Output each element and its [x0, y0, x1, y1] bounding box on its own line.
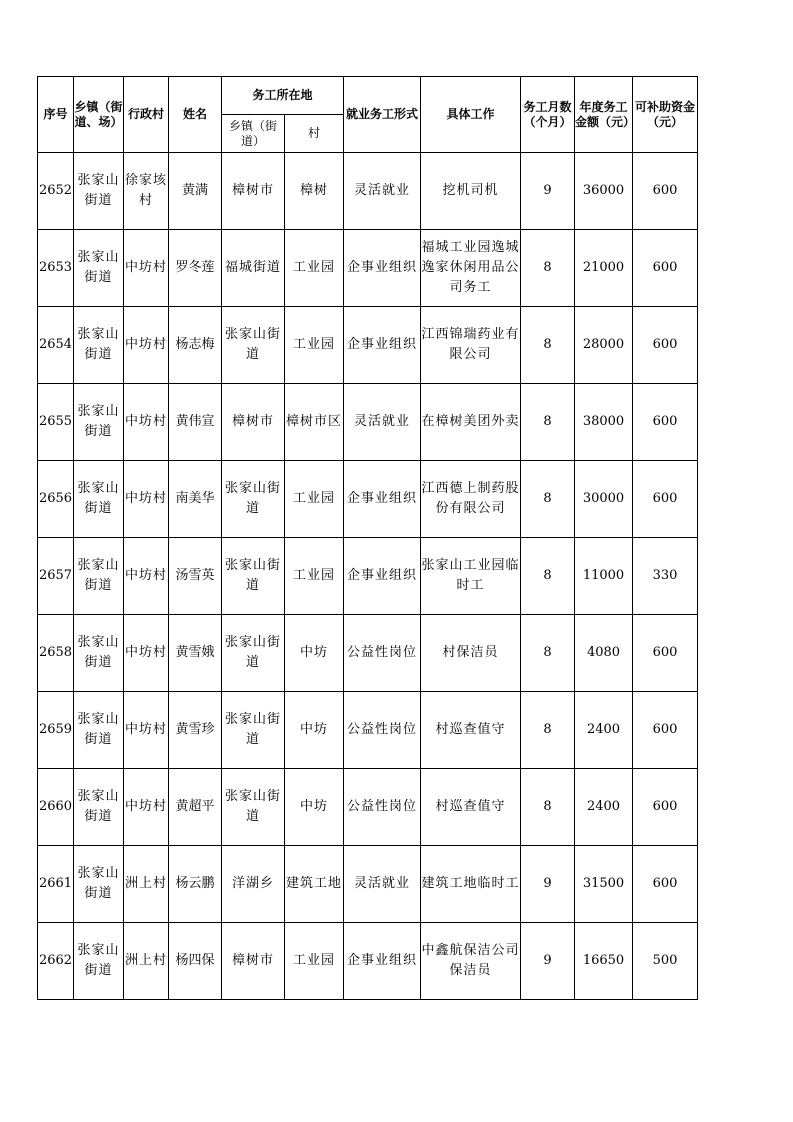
cell-form: 企事业组织 [344, 923, 421, 1000]
cell-form: 公益性岗位 [344, 769, 421, 846]
cell-loc-village: 工业园 [285, 307, 344, 384]
cell-loc-village: 建筑工地 [285, 846, 344, 923]
cell-seq: 2659 [38, 692, 74, 769]
cell-seq: 2656 [38, 461, 74, 538]
cell-loc-village: 工业园 [285, 230, 344, 307]
cell-months: 8 [521, 461, 575, 538]
cell-months: 8 [521, 769, 575, 846]
header-village: 行政村 [124, 77, 169, 153]
cell-township: 张家山街道 [74, 923, 124, 1000]
cell-loc-village: 工业园 [285, 461, 344, 538]
cell-name: 杨四保 [169, 923, 222, 1000]
header-seq: 序号 [38, 77, 74, 153]
cell-name: 杨云鹏 [169, 846, 222, 923]
cell-village: 中坊村 [124, 307, 169, 384]
header-months: 务工月数（个月） [521, 77, 575, 153]
cell-form: 灵活就业 [344, 384, 421, 461]
cell-loc-village: 中坊 [285, 615, 344, 692]
cell-form: 公益性岗位 [344, 692, 421, 769]
cell-village: 洲上村 [124, 923, 169, 1000]
table-body [38, 153, 698, 1000]
cell-village: 中坊村 [124, 461, 169, 538]
cell-subsidy: 600 [633, 230, 698, 307]
cell-name: 罗冬莲 [169, 230, 222, 307]
cell-form: 灵活就业 [344, 153, 421, 230]
cell-months: 8 [521, 615, 575, 692]
cell-township: 张家山街道 [74, 153, 124, 230]
cell-seq: 2655 [38, 384, 74, 461]
cell-subsidy: 600 [633, 615, 698, 692]
cell-seq: 2657 [38, 538, 74, 615]
cell-township: 张家山街道 [74, 692, 124, 769]
cell-months: 9 [521, 153, 575, 230]
cell-months: 9 [521, 846, 575, 923]
cell-seq: 2653 [38, 230, 74, 307]
cell-seq: 2660 [38, 769, 74, 846]
table-row [38, 538, 698, 615]
cell-township: 张家山街道 [74, 769, 124, 846]
cell-income: 36000 [575, 153, 633, 230]
cell-name: 黄雪娥 [169, 615, 222, 692]
cell-subsidy: 600 [633, 384, 698, 461]
header-form: 就业务工形式 [344, 77, 421, 153]
cell-income: 2400 [575, 692, 633, 769]
cell-form: 灵活就业 [344, 846, 421, 923]
cell-village: 中坊村 [124, 230, 169, 307]
cell-income: 16650 [575, 923, 633, 1000]
header-subsidy: 可补助资金（元） [633, 77, 698, 153]
cell-village: 中坊村 [124, 692, 169, 769]
cell-loc-village: 樟树市区 [285, 384, 344, 461]
cell-loc-village: 工业园 [285, 923, 344, 1000]
cell-income: 38000 [575, 384, 633, 461]
cell-loc-village: 樟树 [285, 153, 344, 230]
cell-income: 28000 [575, 307, 633, 384]
cell-subsidy: 600 [633, 307, 698, 384]
cell-name: 汤雪英 [169, 538, 222, 615]
cell-village: 中坊村 [124, 538, 169, 615]
cell-income: 31500 [575, 846, 633, 923]
cell-township: 张家山街道 [74, 846, 124, 923]
cell-subsidy: 330 [633, 538, 698, 615]
cell-seq: 2652 [38, 153, 74, 230]
header-township: 乡镇（街道、场） [74, 77, 124, 153]
cell-job: 江西德上制药股份有限公司 [421, 461, 521, 538]
cell-loc-township: 张家山街道 [222, 538, 285, 615]
cell-job: 挖机司机 [421, 153, 521, 230]
table-row [38, 384, 698, 461]
cell-loc-township: 洋湖乡 [222, 846, 285, 923]
header-job: 具体工作 [421, 77, 521, 153]
cell-income: 2400 [575, 769, 633, 846]
cell-name: 南美华 [169, 461, 222, 538]
cell-form: 企事业组织 [344, 461, 421, 538]
cell-township: 张家山街道 [74, 615, 124, 692]
cell-township: 张家山街道 [74, 461, 124, 538]
cell-months: 8 [521, 384, 575, 461]
cell-subsidy: 500 [633, 923, 698, 1000]
header-income: 年度务工金额（元） [575, 77, 633, 153]
cell-village: 徐家垓村 [124, 153, 169, 230]
table-row [38, 153, 698, 230]
header-location: 务工所在地 [222, 77, 344, 115]
cell-income: 30000 [575, 461, 633, 538]
cell-name: 黄满 [169, 153, 222, 230]
cell-job: 中鑫航保洁公司保洁员 [421, 923, 521, 1000]
cell-loc-township: 樟树市 [222, 384, 285, 461]
cell-job: 福城工业园逸城逸家休闲用品公司务工 [421, 230, 521, 307]
cell-loc-township: 樟树市 [222, 153, 285, 230]
cell-job: 江西锦瑞药业有限公司 [421, 307, 521, 384]
cell-job: 建筑工地临时工 [421, 846, 521, 923]
cell-name: 杨志梅 [169, 307, 222, 384]
cell-subsidy: 600 [633, 846, 698, 923]
cell-loc-township: 张家山街道 [222, 461, 285, 538]
cell-income: 11000 [575, 538, 633, 615]
cell-seq: 2662 [38, 923, 74, 1000]
cell-name: 黄雪珍 [169, 692, 222, 769]
cell-loc-township: 张家山街道 [222, 307, 285, 384]
header-loc-township: 乡镇（街道） [222, 115, 285, 153]
cell-months: 8 [521, 230, 575, 307]
cell-village: 中坊村 [124, 384, 169, 461]
cell-form: 企事业组织 [344, 538, 421, 615]
cell-form: 企事业组织 [344, 307, 421, 384]
cell-seq: 2658 [38, 615, 74, 692]
table-row [38, 846, 698, 923]
cell-job: 张家山工业园临时工 [421, 538, 521, 615]
cell-months: 8 [521, 692, 575, 769]
header-loc-village: 村 [285, 115, 344, 153]
cell-months: 9 [521, 923, 575, 1000]
cell-loc-township: 福城街道 [222, 230, 285, 307]
cell-subsidy: 600 [633, 769, 698, 846]
cell-loc-township: 樟树市 [222, 923, 285, 1000]
table-row [38, 692, 698, 769]
cell-township: 张家山街道 [74, 230, 124, 307]
table-row [38, 615, 698, 692]
cell-subsidy: 600 [633, 461, 698, 538]
header-name: 姓名 [169, 77, 222, 153]
cell-township: 张家山街道 [74, 384, 124, 461]
cell-form: 企事业组织 [344, 230, 421, 307]
cell-months: 8 [521, 538, 575, 615]
cell-seq: 2661 [38, 846, 74, 923]
header-row [38, 77, 698, 115]
cell-village: 中坊村 [124, 769, 169, 846]
cell-job: 村巡查值守 [421, 692, 521, 769]
table-row [38, 461, 698, 538]
cell-loc-village: 工业园 [285, 538, 344, 615]
cell-loc-township: 张家山街道 [222, 692, 285, 769]
cell-form: 公益性岗位 [344, 615, 421, 692]
table-row [38, 230, 698, 307]
cell-village: 中坊村 [124, 615, 169, 692]
cell-loc-township: 张家山街道 [222, 769, 285, 846]
cell-job: 村巡查值守 [421, 769, 521, 846]
cell-income: 21000 [575, 230, 633, 307]
cell-loc-village: 中坊 [285, 769, 344, 846]
table-row [38, 769, 698, 846]
cell-job: 村保洁员 [421, 615, 521, 692]
cell-township: 张家山街道 [74, 307, 124, 384]
cell-subsidy: 600 [633, 692, 698, 769]
cell-seq: 2654 [38, 307, 74, 384]
cell-name: 黄伟宣 [169, 384, 222, 461]
cell-loc-village: 中坊 [285, 692, 344, 769]
cell-name: 黄超平 [169, 769, 222, 846]
cell-income: 4080 [575, 615, 633, 692]
cell-subsidy: 600 [633, 153, 698, 230]
cell-loc-township: 张家山街道 [222, 615, 285, 692]
table-row [38, 923, 698, 1000]
table-row [38, 307, 698, 384]
cell-township: 张家山街道 [74, 538, 124, 615]
cell-job: 在樟树美团外卖 [421, 384, 521, 461]
cell-village: 洲上村 [124, 846, 169, 923]
employment-subsidy-table [37, 76, 698, 1000]
cell-months: 8 [521, 307, 575, 384]
